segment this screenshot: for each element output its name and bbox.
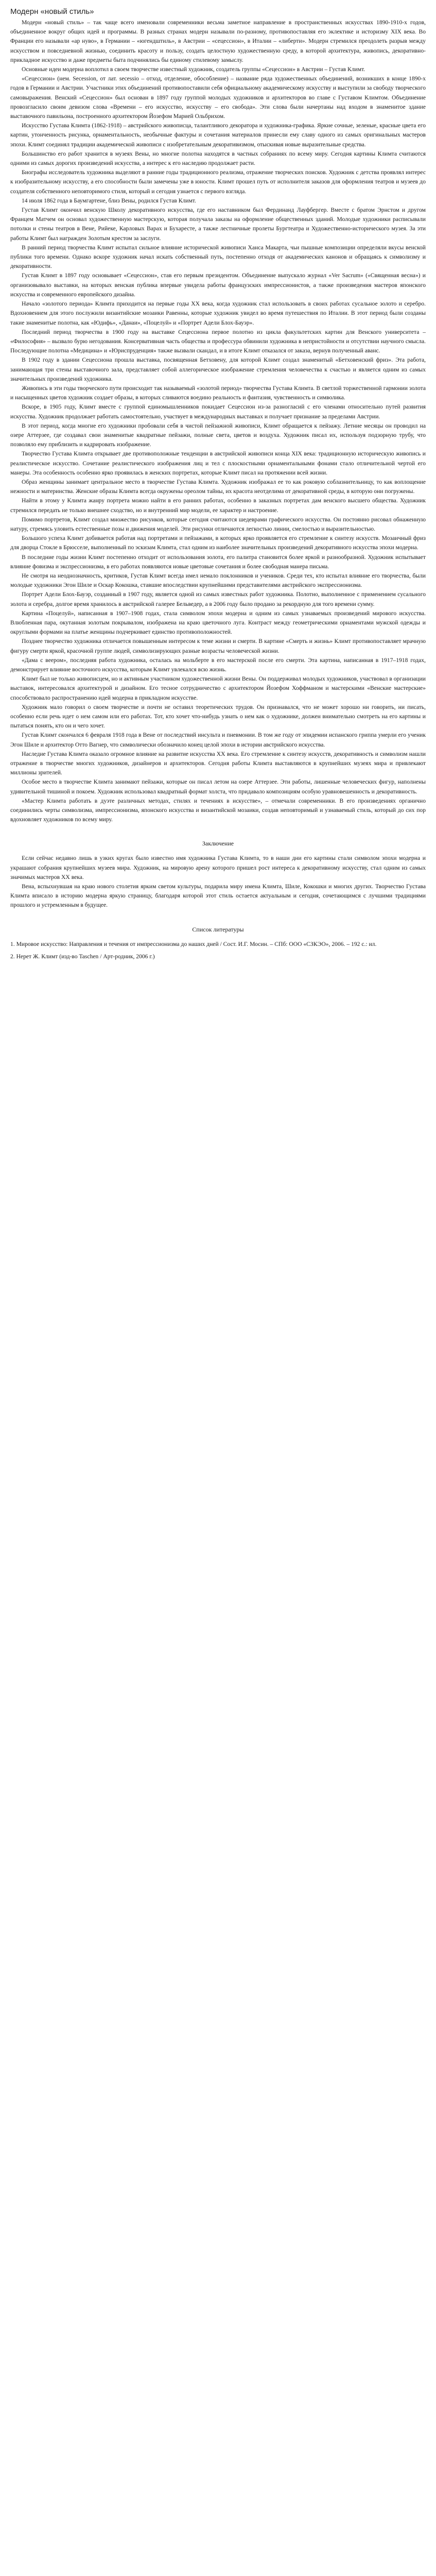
paragraph: Большого успеха Климт добивается работая над портретами и пейзажами, в которых ярко проявляется его стремление к синтезу искусств. Мозаичный фриз для дворца Стокле в Брюсселе, выполненный по эскизам Климта, стал одним из наиболее значительных произведений декоративного искусства эпохи модерна.: [10, 535, 426, 551]
conclusion-heading: Заключение: [202, 840, 234, 848]
paragraph: Образ женщины занимает центральное место в творчестве Густава Климта. Художник изображал ее то как роковую соблазнительницу, то как воплощение нежности и материнства. Женские образы Климта всегда окружены ореолом тайны, их красота неотделима от декоративной среды, в которую они погружены.: [10, 478, 426, 495]
conclusion-paragraph: Если сейчас недавно лишь в узких кругах было известно имя художника Густава Климта, то в наши дни его картины стали символом эпохи модерна и украшают собрания крупнейших музеев мира. Художник, на мировую арену которого пришел рост интереса к декоративному искусству, стал одним из самых значимых мастеров XX века.: [10, 855, 426, 880]
document-title: Модерн «новый стиль»: [10, 7, 94, 16]
paragraph: Живопись в эти годы творческого пути происходит так называемый «золотой период» творчества Густава Климта. В светлой торжественной гармонии золота и насыщенных цветов художник создает образы, в которых сливаются воедино реальность и фантазия, чувственность и символика.: [10, 384, 426, 401]
paragraph: 14 июля 1862 года в Баумгартене, близ Вены, родился Густав Климт.: [22, 197, 196, 204]
paragraph: Вскоре, в 1905 году, Климт вместе с группой единомышленников покидает Сецессион из-за разногласий с его членами относительно путей развития искусства. Художник продолжает работать самостоятельно, участвует в международных выставках и получает признание за пределами Австрии.: [10, 403, 426, 420]
paragraph: Позднее творчество художника отличается повышенным интересом к теме жизни и смерти. В картине «Смерть и жизнь» Климт противопоставляет мрачную фигуру смерти яркой, красочной группе людей, символизирующих разные возрасты человеческой жизни.: [10, 638, 426, 654]
references-heading: Список литературы: [192, 925, 244, 933]
paragraph: «Мастер Климта работать в дуэте различных методах, стилях и течениях в искусстве», – отмечали современники. В его произведениях органично соединились черты символизма, импрессионизма, японского искусства и византийской мозаики, создав неповторимый и узнаваемый стиль, который до сих пор вдохновляет художников по всему миру.: [10, 797, 426, 823]
paragraph: Модерн «новый стиль» – так чаще всего именовали современники весьма заметное направление в пространственных искусствах 1890-1910-х годов, объединенное вокруг общих идей и программы. В разных странах модерн называли по-разному, противопоставляя его эклектике и историзму XIX века. Во Франции его называли «ар нуво», в Германии – «югендштиль», в Австрии – «сецессион», в Италии – «либерти». Модерн стремился преодолеть разрыв между искусством и повседневной жизнью, соединить красоту и пользу, создать целостную художественную среду, в которой архитектура, живопись, декоративно-прикладное искусство и даже предметы быта подчинялись бы единому стилевому замыслу.: [10, 19, 426, 63]
paragraph: Начало «золотого периода» Климта приходится на первые годы XX века, когда художник стал использовать в своих работах сусальное золото и серебро. Вдохновением для этого послужили византийские мозаики Равенны, которые художник увидел во время путешествия по Италии. В этот период были созданы такие знаменитые полотна, как «Юдифь», «Данаи», «Поцелуй» и «Портрет Адели Блох-Бауэр».: [10, 300, 426, 326]
paragraph: «Дама с веером», последняя работа художника, осталась на мольберте в его мастерской после его смерти. Эта картина, написанная в 1917–1918 годах, демонстрирует влияние восточного искусства, которым Климт увлекался всю жизнь.: [10, 656, 426, 673]
paragraph: Последний период творчества в 1900 году на выставке Сецессиона первое полотно из цикла факультетских картин для Венского университета – «Философия» – вызвало бурю негодования. Консервативная часть общества и профессура обвинили художника в непристойности и отсутствии научного смысла. Последующие полотна «Медицина» и «Юриспруденция» также вызвали скандал, и в итоге Климт отказался от заказа, вернув полученный аванс.: [10, 328, 426, 354]
conclusion-body: [10, 854, 426, 910]
paragraph: Найти в этому у Климта жанру портрета можно найти в его ранних работах, особенно в заказных портретах дам венского высшего общества. Художник стремился передать не только внешнее сходство, но и внутренний мир модели, ее характер и настроение.: [10, 497, 426, 514]
reference-item: 1. Мировое искусство: Направления и течения от импрессионизма до наших дней / Сост. И.Г. Мосин. – СПб: ООО «СЗКЭО», 2006. – 192 с.: ил.: [10, 940, 377, 947]
references-list: [10, 940, 426, 961]
paragraph: Большинство его работ хранится в музеях Вены, но многие полотна находятся в частных собраниях по всему миру. Сегодня картины Климта считаются одними из самых дорогих произведений искусства, а интерес к его наследию продолжает расти.: [10, 150, 426, 167]
paragraph: Густав Климт окончил венскую Школу декоративного искусства, где его наставником был Фердинанд Лауфбергер. Вместе с братом Эрнстом и другом Францем Матчем он основал художественную мастерскую, которая получала заказы на оформление общественных зданий. Молодые художники расписывали потолки и стены театров в Вене, Рийеке, Карловых Варах и Бухаресте, а также лестничные пролеты Бургтеатра и Художественно-исторического музея. За эти работы Климт был награжден Золотым крестом за заслуги.: [10, 207, 426, 242]
paragraph: Основные идеи модерна воплотил в своем творчестве известный художник, создатель группы «Сецессион» в Австрии – Густав Климт.: [22, 66, 365, 73]
paragraph: Климт был не только живописцем, но и активным участником художественной жизни Вены. Он поддерживал молодых художников, участвовал в организации выставок, интересовался архитектурой и дизайном. Его тесное сотрудничество с архитектором Йозефом Хоффманом и мастерскими «Венские мастерские» способствовало распространению идей модерна в прикладном искусстве.: [10, 675, 426, 701]
paragraph: Искусство Густава Климта (1862-1918) – австрийского живописца, талантливого декоратора и художника-графика. Яркие сочные, зеленые, красные цвета его картин, утонченность рисунка, орнаментальность, необычные фактуры и сочетания материалов принесли ему славу одного из самых оригинальных мастеров эпохи. Климт соединял традиции академической живописи с изобретательным декоративизмом, отыскивая новые выразительные средства.: [10, 122, 426, 148]
paragraph: Густав Климт скончался 6 февраля 1918 года в Вене от последствий инсульта и пневмонии. В том же году от эпидемии испанского гриппа умерли его ученик Эгон Шиле и архитектор Отто Вагнер, что символически обозначило конец целой эпохи в истории австрийского искусства.: [10, 732, 426, 748]
paragraph: Портрет Адели Блох-Бауэр, созданный в 1907 году, является одной из самых известных работ художника. Полотно, выполненное с применением сусального золота и серебра, долгое время хранилось в австрийской галерее Бельведер, а в 2006 году было продано за рекордную для того времени сумму.: [10, 591, 426, 607]
paragraph: Творчество Густава Климта открывает две противоположные тенденции в австрийской живописи конца XIX века: традиционную историческую живопись и реалистическое искусство. Сочетание реалистического изображения лиц и тел с плоскостными орнаментальными фонами стало отличительной чертой его манеры. Эта особенность особенно ярко проявилась в женских портретах, которые Климт писал на протяжении всей жизни.: [10, 450, 426, 476]
paragraph: В 1902 году в здании Сецессиона прошла выставка, посвященная Бетховену, для которой Климт создал знаменитый «Бетховенский фриз». Эта работа, занимающая три стены выставочного зала, представляет собой аллегорическое изображение стремления человечества к счастью и является одним из самых значительных произведений художника.: [10, 357, 426, 382]
paragraph: Помимо портретов, Климт создал множество рисунков, которые сегодня считаются шедеврами графического искусства. Он постоянно рисовал обнаженную натуру, стремясь уловить естественные позы и движения моделей. Эти рисунки отличаются легкостью линии, смелостью и выразительностью.: [10, 516, 426, 532]
paragraph: Наследие Густава Климта оказало огромное влияние на развитие искусства XX века. Его стремление к синтезу искусств, декоративность и символизм нашли отражение в творчестве многих художников, дизайнеров и архитекторов. Сегодня работы Климта выставляются в крупнейших музеях мира и привлекают миллионы зрителей.: [10, 750, 426, 776]
paragraph: Густав Климт в 1897 году основывает «Сецессион», став его первым президентом. Объединение выпускало журнал «Ver Sacrum» («Священная весна») и организовывало выставки, на которых венская публика впервые увидела работы французских импрессионистов, а также произведения мастеров японского искусства и современного европейского дизайна.: [10, 272, 426, 298]
paragraph: Картина «Поцелуй», написанная в 1907–1908 годах, стала символом эпохи модерна и одним из самых узнаваемых произведений мирового искусства. Влюбленная пара, окутанная золотым покрывалом, изображена на краю цветочного луга. Контраст между геометрическими орнаментами мужской одежды и округлыми формами на платье женщины подчеркивает единство противоположностей.: [10, 609, 426, 636]
paragraph: Биографы исследователь художника выделяют в ранние годы традиционного реализма, отражение творческих поисков. Художник с детства проявлял интерес к изобразительному искусству, а его способности были замечены уже в юности. Климт прошел путь от исполнителя заказов для оформления театров и музеев до создателя собственного неповторимого стиля, который и сегодня узнается с первого взгляда.: [10, 169, 426, 195]
paragraph: В ранний период творчества Климт испытал сильное влияние исторической живописи Ханса Макарта, чьи пышные композиции определяли вкусы венской публики того времени. Однако вскоре художник начал искать собственный путь, постепенно отходя от академических канонов и обращаясь к символизму и декоративности.: [10, 244, 426, 270]
paragraph: Не смотря на неоднозначность, критиков, Густав Климт всегда имел немало поклонников и учеников. Среди тех, кто испытал влияние его творчества, были молодые художники Эгон Шиле и Оскар Кокошка, ставшие впоследствии крупнейшими представителями австрийского экспрессионизма.: [10, 572, 426, 589]
paragraph: В этот период, когда многие его художники пробовали себя в чистой пейзажной живописи, Климт обращается к пейзажу. Летние месяцы он проводил на озере Аттерзее, где создавал свои знаменитые квадратные пейзажи, полные света, цветов и воздуха. Художник писал их, используя подзорную трубу, что позволяло ему приблизить и кадрировать изображение.: [10, 422, 426, 448]
paragraph: В последние годы жизни Климт постепенно отходит от использования золота, его палитра становится более яркой и разнообразной. Художник испытывает влияние фовизма и экспрессионизма, в его работах появляются новые цветовые сочетания и более свободная манера письма.: [10, 553, 426, 570]
reference-item: 2. Нерет Ж. Климт (изд-во Taschen / Арт-родник, 2006 г.): [10, 953, 155, 960]
paragraph: Особое место в творчестве Климта занимают пейзажи, которые он писал летом на озере Аттерзее. Эти работы, лишенные человеческих фигур, наполнены удивительной тишиной и покоем. Художник использовал квадратный формат холста, что придавало композициям особую уравновешенность и декоративность.: [10, 778, 426, 795]
paragraph: «Сецессион» (нем. Secession, от лат. secessio – отход, отделение, обособление) – название ряда художественных объединений, возникших в конце 1890-х годов в Германии и Австрии. Участники этих объединений противопоставили себя официальному академическому искусству и выступили за свободу творческого самовыражения. Венский «Сецессион» был основан в 1897 году группой молодых художников и архитекторов во главе с Густавом Климтом. Объединение провозгласило своим девизом слова «Времени – его искусство, искусству – его свобода». Эти слова были начертаны над входом в знаменитое здание выставочного павильона, построенного архитектором Йозефом Марией Ольбрихом.: [10, 75, 426, 120]
conclusion-paragraph: Вена, вспыхнувшая на краю нового столетия ярким светом культуры, подарила миру имена Климта, Шиле, Кокошки и многих других. Творчество Густава Климта вписало в историю модерна яркую страницу, благодаря которой этот стиль остается актуальным и сегодня, сочетающимся с лучшими традициями прошлого и устремленным в будущее.: [10, 883, 426, 909]
paragraph: Художник мало говорил о своем творчестве и почти не оставил теоретических трудов. Он признавался, что не может хорошо ни говорить, ни писать, особенно если речь идет о нем самом или его работах. Тот, кто хочет что-нибудь узнать о нем как о художнике, должен внимательно смотреть на его картины и пытаться понять, кто он и чего хочет.: [10, 703, 426, 730]
document-body: [10, 18, 426, 824]
